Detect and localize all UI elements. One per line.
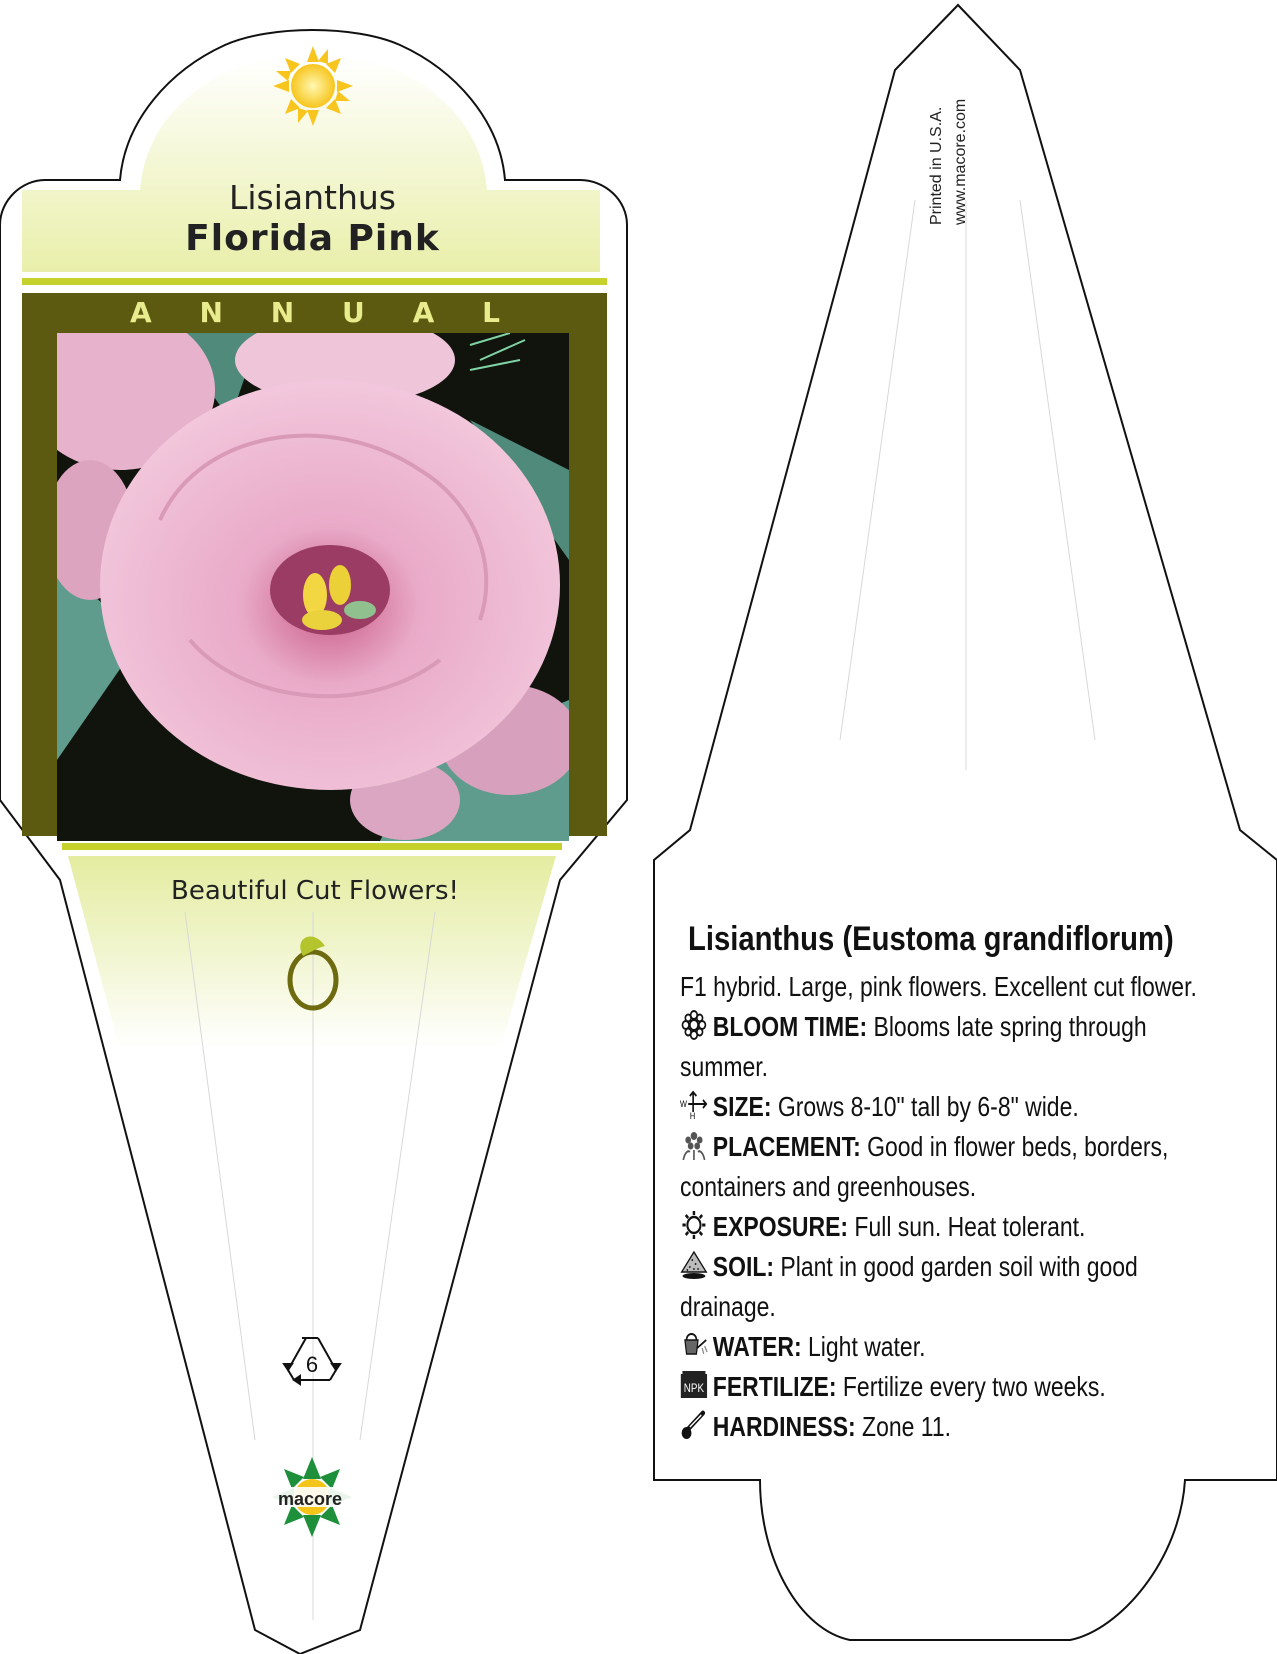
thermometer-icon	[680, 1410, 708, 1440]
care-label: SOIL:	[712, 1251, 775, 1282]
watering-can-icon	[680, 1330, 708, 1360]
care-bloom-time	[680, 1007, 1238, 1087]
brand-name: macore	[277, 1489, 343, 1509]
care-text: Zone 11.	[862, 1411, 951, 1442]
size-icon	[680, 1090, 708, 1120]
bloom-icon	[680, 1010, 708, 1040]
size-h-letter: H	[689, 1111, 696, 1120]
care-text: Full sun. Heat tolerant.	[854, 1211, 1086, 1242]
care-soil	[680, 1247, 1238, 1327]
care-label: BLOOM TIME:	[712, 1011, 868, 1042]
care-label: SIZE:	[712, 1091, 772, 1122]
common-name: Lisianthus	[228, 178, 396, 217]
size-w-letter: W	[680, 1099, 687, 1110]
care-size	[680, 1087, 1238, 1127]
printed-in: Printed in U.S.A.	[928, 106, 945, 225]
category-letter: A	[412, 296, 435, 329]
sun-icon	[680, 1210, 708, 1240]
description: F1 hybrid. Large, pink flowers. Excellent cut flower.	[680, 971, 1197, 1002]
category-letter: N	[270, 296, 295, 329]
care-text: Fertilize every two weeks.	[842, 1371, 1106, 1402]
care-text: Light water.	[808, 1331, 926, 1362]
recycle-code: 6	[305, 1352, 319, 1377]
category-label	[60, 296, 570, 329]
npk-badge-text: NPK	[683, 1382, 705, 1396]
care-placement	[680, 1127, 1238, 1207]
flower-photo	[25, 310, 580, 841]
full-sun-icon	[273, 46, 353, 126]
care-hardiness	[680, 1407, 1238, 1447]
care-exposure	[680, 1207, 1238, 1247]
npk-icon	[680, 1370, 708, 1400]
variety-name: Florida Pink	[185, 218, 440, 259]
care-text: Blooms late spring through summer.	[680, 1011, 1147, 1082]
plant-title: Lisianthus (Eustoma grandiflorum)	[688, 920, 1174, 958]
care-label: WATER:	[712, 1331, 802, 1362]
category-letter: L	[482, 296, 500, 329]
category-letter: U	[342, 296, 365, 329]
placement-icon	[680, 1130, 708, 1160]
care-water	[680, 1327, 1238, 1367]
tagline: Beautiful Cut Flowers!	[171, 876, 459, 906]
category-letter: N	[199, 296, 223, 329]
category-letter: A	[130, 296, 152, 329]
care-text: Grows 8-10" tall by 6-8" wide.	[777, 1091, 1079, 1122]
website: www.macore.com	[952, 98, 969, 225]
care-label: FERTILIZE:	[712, 1371, 837, 1402]
care-label: HARDINESS:	[712, 1411, 856, 1442]
care-fertilize	[680, 1367, 1238, 1407]
printer-info	[928, 45, 998, 225]
soil-icon	[680, 1250, 708, 1280]
care-label: PLACEMENT:	[712, 1131, 861, 1162]
care-text: Plant in good garden soil with good drainage.	[680, 1251, 1138, 1322]
care-text: Good in flower beds, borders, containers and greenhouses.	[680, 1131, 1169, 1202]
plant-info	[680, 920, 1250, 1447]
care-label: EXPOSURE:	[712, 1211, 849, 1242]
